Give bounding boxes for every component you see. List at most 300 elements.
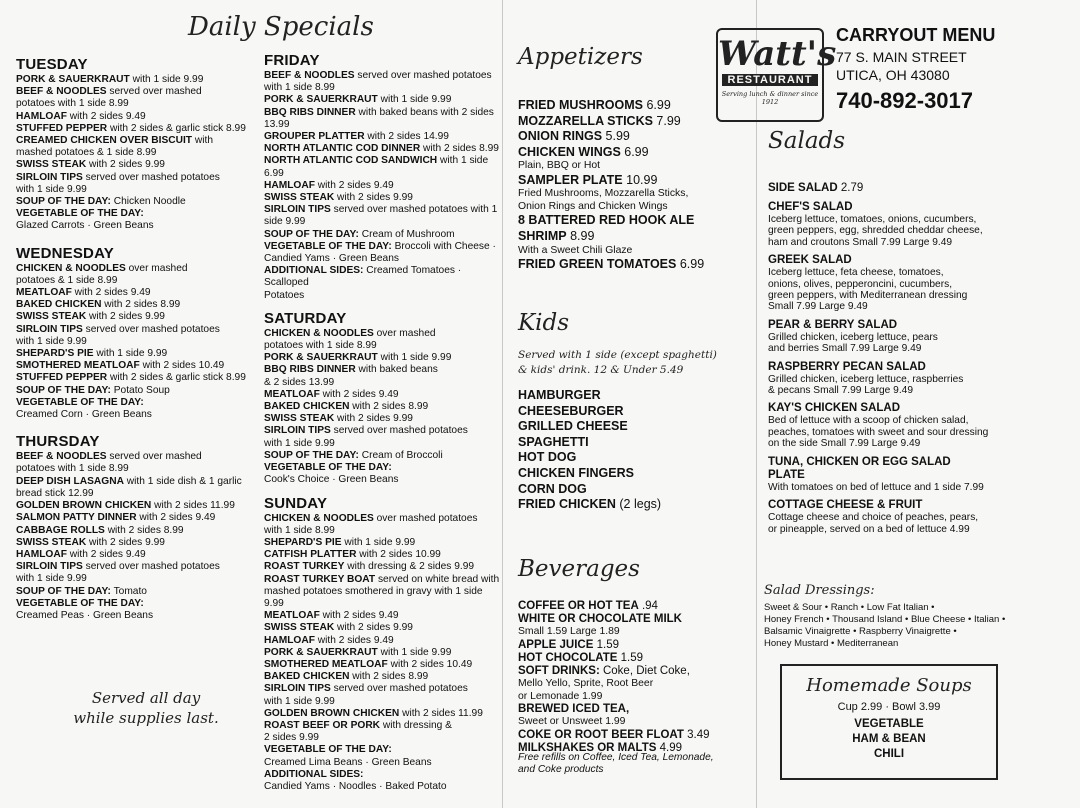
special-item — [16, 123, 256, 135]
salad-desc: Bed of lettuce with a scoop of chicken salad, — [768, 415, 969, 427]
dressing-line-2: Honey French • Thousand Island • Blue Cheese • Italian • — [764, 614, 1006, 625]
special-item-detail: with 1 side 9.99 — [264, 437, 335, 449]
carryout-header — [836, 24, 1076, 114]
special-item — [264, 683, 502, 695]
special-item-detail: with 2 sides 10.49 — [139, 360, 225, 372]
special-item-name: SWISS STEAK — [264, 622, 335, 634]
special-item — [16, 409, 256, 421]
special-item-name: STUFFED PEPPER — [16, 372, 108, 384]
special-item-name: SWISS STEAK — [16, 536, 87, 548]
salad-desc: Iceberg lettuce, feta cheese, tomatoes, — [768, 267, 944, 279]
beverage-item-name: COKE OR ROOT BEER FLOAT — [518, 728, 684, 741]
salad-desc: onions, olives, pepperoncini, cucumbers, — [768, 278, 953, 290]
special-item-detail: over mashed potatoes — [373, 512, 478, 524]
salad-name-text: TUNA, CHICKEN OR EGG SALAD — [768, 455, 951, 468]
special-item — [16, 360, 256, 372]
homemade-soups-box — [780, 664, 998, 780]
special-item-name: SOUP OF THE DAY: — [16, 384, 111, 396]
salad-desc: Cottage cheese and choice of peaches, pears, — [768, 512, 979, 524]
special-item — [264, 438, 502, 450]
special-item-name: BAKED CHICKEN — [264, 401, 350, 413]
salad-desc: green peppers, egg, shredded cheddar cheese, — [768, 225, 983, 237]
special-item — [264, 328, 502, 340]
soups-title: Homemade Soups — [806, 675, 972, 696]
beverage-item-name: BREWED ICED TEA, — [518, 703, 630, 716]
beverage-item-name: SOFT DRINKS: — [518, 665, 600, 678]
special-item — [264, 377, 502, 389]
beverages-title: Beverages — [518, 556, 640, 582]
special-item-name: VEGETABLE OF THE DAY: — [16, 597, 144, 609]
kids-note-line-1: Served with 1 side (except spaghetti) — [518, 349, 717, 361]
beverage-item-detail: 1.59 — [593, 638, 619, 651]
special-item-detail: 13.99 — [264, 118, 290, 130]
special-item-detail: with 1 side 9.99 — [264, 695, 335, 707]
beverages-footnote — [518, 752, 714, 776]
special-item-detail: Creamed Tomatoes · Scalloped — [264, 265, 462, 289]
special-item — [16, 586, 256, 598]
special-item-name: ROAST TURKEY — [264, 561, 345, 573]
footnote-line-1: Free refills on Coffee, Iced Tea, Lemonade, — [518, 752, 714, 763]
special-item — [264, 696, 502, 708]
salad-name-text: COTTAGE CHEESE & FRUIT — [768, 499, 923, 512]
special-item-detail: over mashed — [125, 262, 188, 274]
special-item-detail: with 1 side 6.99 — [264, 155, 489, 179]
special-item-detail: served over mashed — [106, 86, 202, 98]
salad-name — [768, 499, 1068, 512]
special-item — [264, 537, 502, 549]
dressing-line-1: Sweet & Sour • Ranch • Low Fat Italian • — [764, 602, 935, 613]
special-item — [264, 525, 502, 537]
special-item — [264, 549, 502, 561]
special-item — [264, 622, 502, 634]
special-item-name: SOUP OF THE DAY: — [16, 585, 111, 597]
special-item-name: HAMLOAF — [264, 634, 315, 646]
logo-name: Watt's — [718, 34, 837, 74]
kids-note-line-2: & kids' drink. 12 & Under 5.49 — [518, 364, 684, 376]
special-item — [264, 364, 502, 376]
special-item-detail: Broccoli with Cheese · — [391, 240, 496, 252]
salad-name-text: CHEF'S SALAD — [768, 201, 853, 213]
special-item — [264, 204, 502, 216]
salad-item — [768, 456, 1068, 469]
special-item-detail: potatoes with 1 side 8.99 — [16, 98, 129, 110]
special-item-name: PORK & SAUERKRAUT — [264, 94, 378, 106]
address-street: 77 S. MAIN STREET — [836, 49, 967, 65]
special-item-detail: with 2 sides 9.99 — [334, 622, 413, 634]
kids-item-name: HOT DOG — [518, 450, 577, 465]
special-item-detail: with dressing & — [380, 719, 452, 731]
special-item-name: GOLDEN BROWN CHICKEN — [264, 707, 400, 719]
special-item-name: VEGETABLE OF THE DAY: — [16, 396, 144, 408]
salad-name — [768, 319, 1068, 332]
special-item — [16, 159, 256, 171]
special-item-name: SIRLOIN TIPS — [264, 425, 331, 437]
special-item-detail: Candied Yams · Green Beans — [264, 253, 399, 265]
special-item-detail: bread stick 12.99 — [16, 487, 94, 499]
dressing-line-3: Balsamic Vinaigrette • Raspberry Vinaigrette • — [764, 626, 957, 637]
served-line-1: Served all day — [91, 689, 201, 707]
day-thursday — [16, 433, 256, 622]
special-item — [16, 451, 256, 463]
special-item-detail: with 2 sides 10.99 — [356, 549, 441, 561]
special-item — [264, 192, 502, 204]
appetizer-item-name: SAMPLER PLATE — [518, 172, 623, 187]
special-item-detail: with 2 sides 8.99 — [104, 524, 184, 536]
salad-desc: ham and croutons Small 7.99 Large 9.49 — [768, 236, 953, 248]
special-item — [16, 208, 256, 220]
special-item-name: SIRLOIN TIPS — [16, 561, 83, 573]
logo-tagline: Serving lunch & dinner since 1912 — [721, 90, 819, 106]
special-item-detail: Tomato — [110, 585, 147, 597]
special-item — [264, 216, 502, 228]
beverage-item-name: MILKSHAKES OR MALTS — [518, 742, 657, 755]
special-item-detail: potatoes & 1 side 8.99 — [16, 274, 118, 286]
special-item-detail: with 2 sides 10.49 — [387, 658, 473, 670]
special-item — [16, 573, 256, 585]
carryout-title: CARRYOUT MENU — [836, 25, 996, 45]
dressings-title: Salad Dressings: — [764, 583, 875, 598]
salads-title: Salads — [768, 128, 846, 154]
special-item — [16, 263, 256, 275]
special-item-detail: Cream of Broccoli — [358, 449, 443, 461]
salad-name — [768, 182, 1068, 195]
special-item — [264, 70, 502, 82]
special-item — [16, 336, 256, 348]
special-item — [264, 744, 502, 756]
special-item-name: PORK & SAUERKRAUT — [264, 352, 378, 364]
phone-number: 740-892-3017 — [836, 88, 974, 113]
appetizer-item-name: CHICKEN WINGS — [518, 144, 621, 159]
special-item-name: BBQ RIBS DINNER — [264, 106, 356, 118]
special-item-detail: with 2 sides & garlic stick 8.99 — [107, 372, 246, 384]
appetizer-item-detail: 6.99 — [620, 144, 649, 159]
special-item-name: CHICKEN & NOODLES — [16, 262, 126, 274]
special-item-detail: served over mashed potatoes with 1 — [330, 204, 498, 216]
salad-desc: & pecans Small 7.99 Large 9.49 — [768, 385, 913, 397]
salad-price: 2.79 — [837, 182, 864, 194]
special-item-name: GROUPER PLATTER — [264, 131, 365, 143]
address-city: UTICA, OH 43080 — [836, 67, 950, 83]
appetizer-item-name: FRIED GREEN TOMATOES — [518, 257, 677, 272]
special-item-detail: with 2 sides 9.49 — [319, 388, 399, 400]
soup-item-1: VEGETABLE — [854, 718, 924, 730]
salad-name-text: GREEK SALAD — [768, 254, 852, 267]
appetizer-item-detail: Plain, BBQ or Hot — [518, 160, 601, 172]
special-item-detail: with 1 side 9.99 — [16, 573, 87, 585]
special-item-detail: with 1 side dish & 1 garlic — [123, 475, 242, 487]
day-heading: SUNDAY — [264, 494, 328, 512]
special-item-detail: with 2 sides 9.99 — [86, 536, 165, 548]
special-item — [264, 659, 502, 671]
special-item-detail: & 2 sides 13.99 — [264, 376, 335, 388]
special-item-detail: with 2 sides 11.99 — [151, 500, 235, 512]
special-item-name: SMOTHERED MEATLOAF — [264, 658, 388, 670]
special-item-detail: Candied Yams · Noodles · Baked Potato — [264, 780, 447, 792]
special-item — [16, 598, 256, 610]
special-item-name: CHICKEN & NOODLES — [264, 327, 374, 339]
salad-name — [768, 254, 1068, 267]
special-item-detail: Potato Soup — [110, 384, 170, 396]
appetizer-item-detail: 6.99 — [676, 257, 705, 272]
special-item-detail: with 1 side 9.99 — [377, 646, 452, 658]
special-item-name: CHICKEN & NOODLES — [264, 512, 374, 524]
special-item-name: BBQ RIBS DINNER — [264, 364, 356, 376]
special-item — [264, 389, 502, 401]
appetizer-item-detail: 7.99 — [652, 113, 681, 128]
special-item-name: BAKED CHICKEN — [16, 299, 102, 311]
special-item-detail: with dressing & 2 sides 9.99 — [344, 561, 475, 573]
special-item — [264, 769, 502, 781]
right-column — [716, 0, 1078, 808]
served-line-2: while supplies last. — [73, 709, 219, 727]
special-item-detail: with 2 sides 9.99 — [86, 311, 165, 323]
special-item — [264, 561, 502, 573]
special-item-detail: with 1 side 9.99 — [377, 352, 452, 364]
special-item — [16, 463, 256, 475]
kids-item-name: CHICKEN FINGERS — [518, 465, 634, 480]
special-item — [16, 488, 256, 500]
beverage-item-name: APPLE JUICE — [518, 638, 594, 651]
appetizers-title: Appetizers — [518, 44, 643, 70]
special-item — [16, 299, 256, 311]
kids-item-name: CORN DOG — [518, 481, 587, 496]
special-item-detail: with 2 sides 9.99 — [334, 413, 413, 425]
special-item — [264, 131, 502, 143]
kids-item-name: HAMBURGER — [518, 388, 601, 402]
day-saturday — [264, 310, 502, 487]
special-item-name: MEATLOAF — [264, 610, 320, 622]
special-item-detail: with — [192, 135, 213, 147]
salad-item — [768, 182, 1068, 195]
special-item-name: SIRLOIN TIPS — [16, 171, 83, 183]
special-item-name: SHEPARD'S PIE — [16, 348, 94, 360]
day-wednesday — [16, 245, 256, 422]
special-item — [16, 172, 256, 184]
special-item — [16, 98, 256, 110]
salad-desc: Grilled chicken, iceberg lettuce, pears — [768, 331, 938, 343]
beverage-item-detail: 4.99 — [656, 742, 682, 755]
special-item-detail: with 1 side 8.99 — [264, 82, 335, 94]
special-item — [264, 574, 502, 586]
special-item-detail: Creamed Lima Beans · Green Beans — [264, 756, 432, 768]
special-item-name: HAMLOAF — [16, 548, 67, 560]
special-item — [16, 500, 256, 512]
special-item-detail: potatoes with 1 side 8.99 — [16, 463, 129, 475]
beverage-item-name: HOT CHOCOLATE — [518, 652, 618, 665]
special-item-name: ROAST TURKEY BOAT — [264, 573, 376, 585]
special-item-detail: potatoes with 1 side 8.99 — [264, 340, 377, 352]
salad-item — [768, 254, 1068, 313]
special-item-name: ADDITIONAL SIDES: — [264, 265, 364, 277]
special-item-detail: with 2 sides 8.99 — [101, 299, 181, 311]
special-item — [16, 135, 256, 147]
salad-desc: or pineapple, served on a bed of lettuce 4.99 — [768, 523, 970, 535]
salad-item — [768, 469, 1068, 493]
special-item — [264, 757, 502, 769]
special-item-name: SMOTHERED MEATLOAF — [16, 360, 140, 372]
special-item — [264, 610, 502, 622]
special-item-detail: with 1 side 9.99 — [16, 183, 87, 195]
special-item-name: SOUP OF THE DAY: — [16, 196, 111, 208]
special-item — [16, 220, 256, 232]
special-item — [16, 196, 256, 208]
day-tuesday — [16, 56, 256, 233]
special-item-detail: with 2 sides 9.49 — [71, 287, 151, 299]
special-item — [16, 348, 256, 360]
salad-name-text: KAY'S CHICKEN SALAD — [768, 402, 901, 415]
special-item — [16, 537, 256, 549]
special-item-name: MEATLOAF — [264, 388, 320, 400]
special-item — [264, 119, 502, 131]
special-item — [264, 708, 502, 720]
special-item — [16, 311, 256, 323]
appetizer-item-name: 8 BATTERED RED HOOK ALE — [518, 213, 695, 228]
kids-item-name: SPAGHETTI — [518, 434, 589, 449]
special-item-detail: over mashed — [373, 327, 436, 339]
special-item-name: VEGETABLE OF THE DAY: — [264, 744, 392, 756]
salad-name-text: PEAR & BERRY SALAD — [768, 318, 898, 331]
special-item — [264, 450, 502, 462]
special-item — [264, 107, 502, 119]
kids-title: Kids — [518, 310, 570, 336]
special-item-name: BAKED CHICKEN — [264, 671, 350, 683]
kids-item-name: CHEESEBURGER — [518, 403, 624, 418]
special-item — [264, 586, 502, 610]
special-item-name: SOUP OF THE DAY: — [264, 449, 359, 461]
special-item — [16, 385, 256, 397]
appetizer-item-detail: 10.99 — [622, 172, 658, 187]
special-item-name: CABBAGE ROLLS — [16, 524, 105, 536]
special-item-detail: served over mashed — [106, 451, 202, 463]
special-item — [264, 180, 502, 192]
special-item — [16, 512, 256, 524]
day-sunday — [264, 495, 502, 794]
special-item-name: SIRLOIN TIPS — [16, 323, 83, 335]
special-item-name: DEEP DISH LASAGNA — [16, 475, 124, 487]
beverage-item-detail: or Lemonade 1.99 — [518, 690, 603, 702]
salad-name — [768, 456, 1068, 469]
special-item — [264, 155, 502, 179]
salad-item — [768, 201, 1068, 248]
special-item-detail: with 2 sides & garlic stick 8.99 — [107, 122, 246, 134]
special-item-name: NORTH ATLANTIC COD SANDWICH — [264, 155, 438, 167]
days-right-list — [264, 44, 502, 793]
special-item — [264, 290, 502, 302]
days-left-list — [16, 48, 256, 622]
day-heading: WEDNESDAY — [16, 244, 114, 262]
salad-item — [768, 499, 1068, 535]
special-item-name: ROAST BEEF OR PORK — [264, 719, 381, 731]
special-item-detail: served over mashed potatoes — [82, 323, 220, 335]
special-item-detail: with 1 side 9.99 — [93, 348, 168, 360]
special-item-name: VEGETABLE OF THE DAY: — [16, 208, 144, 220]
kids-item-name: GRILLED CHEESE — [518, 419, 628, 434]
daily-specials-title: Daily Specials — [188, 12, 374, 42]
special-item-detail: Potatoes — [264, 289, 305, 301]
salad-name-text: RASPBERRY PECAN SALAD — [768, 360, 926, 373]
special-item-name: PORK & SAUERKRAUT — [16, 74, 130, 85]
salad-desc: and berries Small 7.99 Large 9.49 — [768, 343, 922, 355]
special-item — [264, 732, 502, 744]
special-item-detail: with 1 side 9.99 — [377, 94, 452, 106]
salad-desc: Iceberg lettuce, tomatoes, onions, cucumbers, — [768, 214, 977, 225]
salad-desc: green peppers, with Mediterranean dressing — [768, 290, 968, 302]
special-item — [264, 720, 502, 732]
special-item-detail: with 2 sides 8.99 — [349, 401, 429, 413]
salad-item — [768, 361, 1068, 397]
day-heading: THURSDAY — [16, 433, 100, 451]
special-item-detail: with 2 sides 9.99 — [86, 159, 165, 171]
special-item-detail: with 2 sides 9.49 — [66, 110, 146, 122]
special-item-detail: Cook's Choice · Green Beans — [264, 474, 399, 486]
beverage-item-detail: Small 1.59 Large 1.89 — [518, 626, 620, 638]
special-item — [264, 671, 502, 683]
beverage-item-detail: 3.49 — [683, 728, 710, 741]
special-item-name: SHEPARD'S PIE — [264, 536, 342, 548]
special-item-name: BEEF & NOODLES — [16, 451, 107, 463]
special-item — [264, 401, 502, 413]
salad-desc: on the side Small 7.99 Large 9.49 — [768, 438, 921, 450]
day-heading: FRIDAY — [264, 52, 320, 69]
restaurant-logo — [716, 28, 837, 122]
special-item — [264, 253, 502, 265]
salad-name — [768, 201, 1068, 214]
beverage-item-detail: 1.59 — [617, 652, 644, 665]
salad-desc: Small 7.99 Large 9.49 — [768, 301, 868, 313]
special-item-detail: with 2 sides 11.99 — [399, 707, 483, 719]
special-item — [16, 86, 256, 98]
special-item-detail: side 9.99 — [264, 216, 306, 228]
special-item-name: SWISS STEAK — [264, 413, 335, 425]
special-item-name: SALMON PATTY DINNER — [16, 512, 137, 524]
special-item — [16, 324, 256, 336]
special-item-detail: 2 sides 9.99 — [264, 732, 319, 744]
salad-item — [768, 319, 1068, 355]
day-heading: SATURDAY — [264, 309, 347, 327]
special-item-detail: served over mashed potatoes — [330, 683, 468, 695]
special-item-detail: Glazed Carrots · Green Beans — [16, 220, 154, 232]
special-item — [264, 474, 502, 486]
salad-dressings — [764, 582, 1074, 650]
special-item-name: SWISS STEAK — [16, 159, 87, 171]
logo-sub: RESTAURANT — [722, 74, 818, 86]
special-item-name: SWISS STEAK — [16, 311, 87, 323]
salads-list — [768, 182, 1068, 535]
soup-item-2: HAM & BEAN — [852, 733, 926, 745]
special-item-detail: with baked beans with 2 sides — [355, 106, 494, 118]
beverage-item-name: WHITE OR CHOCOLATE MILK — [518, 613, 682, 626]
special-item-detail: with 2 sides 9.49 — [319, 610, 399, 622]
served-all-day-note — [46, 688, 246, 728]
beverage-item-detail: Coke, Diet Coke, — [599, 665, 690, 678]
special-item-detail: served over mashed potatoes — [354, 70, 492, 81]
footnote-line-2: and Coke products — [518, 764, 604, 776]
special-item-detail: served over mashed potatoes — [330, 425, 468, 437]
special-item — [264, 143, 502, 155]
appetizer-item-name: MOZZARELLA STICKS — [518, 113, 653, 128]
kids-item-detail: (2 legs) — [615, 497, 662, 512]
special-item-detail: mashed potatoes smothered in gravy with 1 side 9.99 — [264, 585, 483, 609]
appetizer-item-detail: 5.99 — [602, 129, 630, 144]
special-item-detail: with 1 side 8.99 — [264, 524, 335, 536]
appetizer-item-detail: With a Sweet Chili Glaze — [518, 244, 633, 256]
special-item-detail: mashed potatoes & 1 side 8.99 — [16, 147, 157, 159]
special-item — [264, 340, 502, 352]
beverage-item-name: COFFEE OR HOT TEA — [518, 600, 639, 612]
salad-desc: Grilled chicken, iceberg lettuce, raspberries — [768, 373, 964, 385]
special-item-detail: with 2 sides 9.49 — [314, 179, 394, 191]
special-item-name: CATFISH PLATTER — [264, 549, 357, 561]
